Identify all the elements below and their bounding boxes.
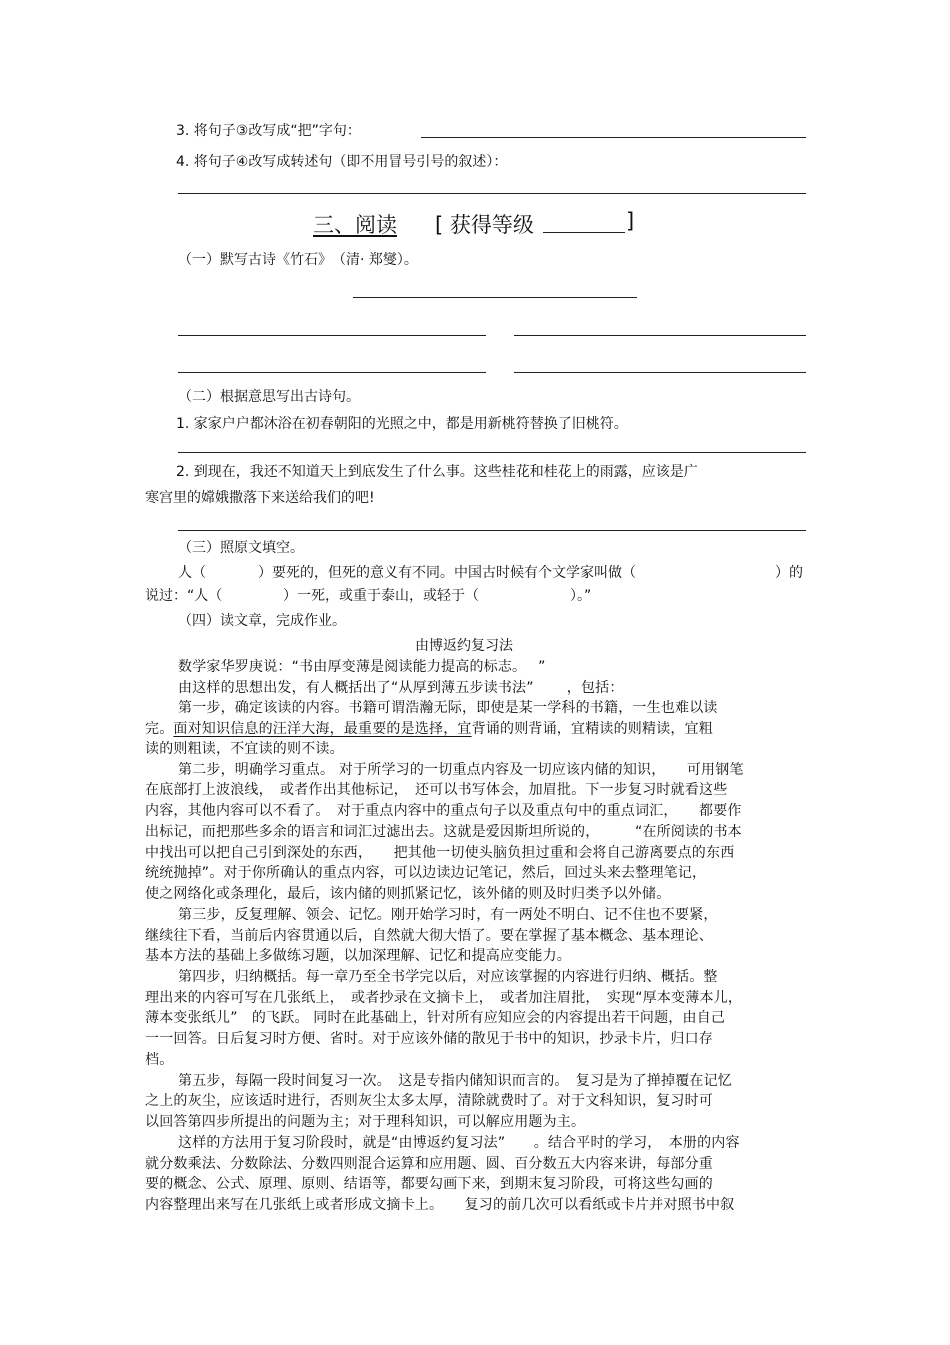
poem-line-4[interactable] [514,372,806,373]
part-4-heading: （四）读文章，完成作业。 [178,613,346,629]
article-line: 要的概念、公式、原理、原则、结语等，都要勾画下来，到期末复习阶段，可将这些勾画的 [145,1176,713,1192]
part-2-item-2a: 2. 到现在，我还不知道天上到底发生了什么事。这些桂花和桂花上的雨露，应该是广 [176,464,698,480]
article-line: 继续往下看，当前后内容贯通以后，自然就大彻大悟了。要在掌握了基本概念、基本理论、 [145,928,713,944]
article-line: 内容整理出来写在几张纸上或者形成文摘卡上。 复习的前几次可以看纸或卡片并对照书中叙 [145,1197,735,1213]
article-line: 在底部打上波浪线， 或者作出其他标记， 还可以书写体会，加眉批。下一步复习时就看这些 [145,782,728,798]
section-heading-text: 三、阅读 [313,213,397,237]
question-4: 4. 将句子④改写成转述句（即不用冒号引号的叙述）： [176,154,508,170]
article-line: 内容，其他内容可以不看了。 对于重点内容中的重点句子以及重点句中的重点词汇， 都要作 [145,803,742,819]
article-line: 基本方法的基础上多做练习题，以加深理解、记忆和提高应变能力。 [145,948,571,964]
article-line: 出标记，而把那些多余的语言和词汇过滤出去。这就是爱因斯坦所说的， “在所阅读的书本 [145,824,742,840]
answer-line-q4[interactable] [178,193,806,194]
poem-line-3[interactable] [178,372,486,373]
article-line: 数学家华罗庚说：“书由厚变薄是阅读能力提高的标志。 ” [178,659,546,675]
underlined-sentence: 面对知识信息的汪洋大海，最重要的是选择，宜 [173,721,472,737]
part-2-item-1: 1. 家家户户都沐浴在初春朝阳的光照之中，都是用新桃符替换了旧桃符。 [176,416,628,432]
article-line: 第三步，反复理解、领会、记忆。刚开始学习时，有一两处不明白、记不住也不要紧， [178,907,718,923]
part-3-heading: （三）照原文填空。 [178,540,304,556]
part-1-heading: （一）默写古诗《竹石》 （清· 郑燮）。 [178,252,418,268]
fill-2a: 说过：“人（ [145,588,223,604]
answer-line-q3[interactable] [421,137,806,138]
article-line: 以回答第四步所提出的问题为主；对于理科知识，可以解应用题为主。 [145,1114,586,1130]
article-line: 就分数乘法、分数除法、分数四则混合运算和应用题、圆、百分数五大内容来讲，每部分重 [145,1156,713,1172]
text-suffix: 背诵的则背诵，宜精读的则精读，宜粗 [471,721,714,737]
poem-line-2[interactable] [514,335,806,336]
section-heading [313,209,397,239]
article-line: 第四步，归纳概括。每一章乃至全书学完以后，对应该掌握的内容进行归纳、概括。整 [178,969,718,985]
grade-label: [ 获得等级 [435,213,534,237]
article-line-underlined [145,718,713,738]
article-line: 薄本变张纸儿” 的飞跃。 同时在此基础上，针对所有应知应会的内容提出若干问题，由自己 [145,1010,726,1026]
article-line: 一一回答。日后复习时方便、省时。对于应该外储的散见于书中的知识，抄录卡片，归口存 [145,1031,713,1047]
fill-1b: ）要死的，但死的意义有不同。中国古时候有个文学家叫做（ [258,565,636,581]
fill-2b: ）一死，或重于泰山，或轻于（ [283,588,479,604]
article-line: 由这样的思想出发，有人概括出了“从厚到薄五步读书法” ，包括： [178,680,624,696]
article-line: 第一步，确定该读的内容。书籍可谓浩瀚无际，即使是某一学科的书籍，一生也难以读 [178,700,718,716]
poem-line-1[interactable] [178,335,486,336]
article-line: 理出来的内容可写在几张纸上， 或者抄录在文摘卡上， 或者加注眉批， 实现“厚本变薄本儿， [145,990,743,1006]
article-line: 统统抛掉”。对于你所确认的重点内容，可以边读边记笔记，然后，回过头来去整理笔记， [145,865,707,881]
fill-1c: ）的 [775,565,803,581]
fill-2c: ）。” [570,588,592,604]
poem-line-title[interactable] [353,297,637,298]
article-line: 使之网络化或条理化，最后，该内储的则抓紧记忆，该外储的则及时归类予以外储。 [145,886,671,902]
text-prefix: 完。 [145,721,174,737]
answer-line-p2-1[interactable] [178,452,806,453]
article-line: 档。 [145,1052,174,1068]
answer-line-p2-2[interactable] [178,530,806,531]
article-title: 由博返约复习法 [415,638,513,654]
article-line: 之上的灰尘，应该适时进行，否则灰尘太多太厚，清除就费时了。对于文科知识，复习时可 [145,1093,713,1109]
article-line: 第二步，明确学习重点。 对于所学习的一切重点内容及一切应该内储的知识， 可用钢笔 [178,762,744,778]
question-3: 3. 将句子③改写成“把”字句： [176,123,361,139]
article-line: 第五步，每隔一段时间复习一次。 这是专指内储知识而言的。 复习是为了掸掉覆在记忆 [178,1073,732,1089]
article-line: 这样的方法用于复习阶段时，就是“由博返约复习法” 。结合平时的学习， 本册的内容 [178,1135,740,1151]
grade-close: ] [626,209,635,233]
article-line: 中找出可以把自己引到深处的东西， 把其他一切使头脑负担过重和会将自己游离要点的东西 [145,845,735,861]
part-2-heading: （二）根据意思写出古诗句。 [178,389,360,405]
grade-blank-line[interactable] [543,232,625,233]
part-2-item-2b: 寒宫里的嫦娥撒落下来送给我们的吧! [145,490,375,506]
fill-1a: 人（ [178,565,206,581]
article-line: 读的则粗读，不宜读的则不读。 [145,741,344,757]
